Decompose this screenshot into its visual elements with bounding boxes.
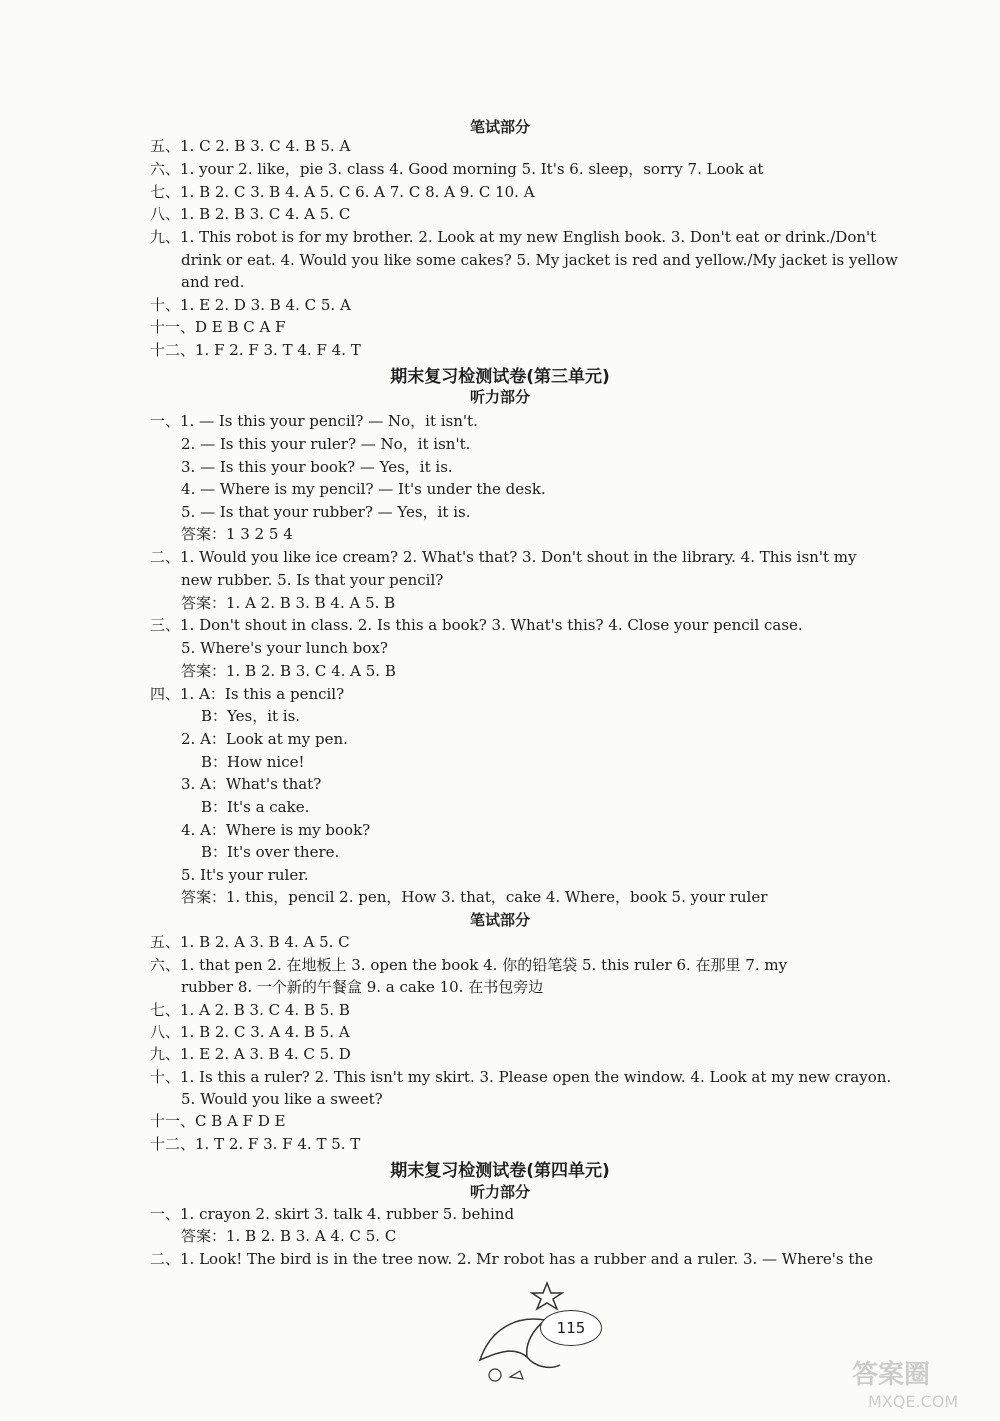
answer-line: 六、1. that pen 2. 在地板上 3. open the book 4. 你的铅笔袋 5. this ruler 6. 在那里 7. my [150,956,788,974]
section-heading-written: 笔试部分 [469,118,530,136]
star-icon [532,1283,562,1309]
section-heading-listening: 听力部分 [469,1183,530,1201]
answer-line: 3. — Is this your book? — Yes，it is. [181,458,453,476]
answer-line: 2. A：Look at my pen. [181,730,348,748]
answer-line: rubber 8. 一个新的午餐盒 9. a cake 10. 在书包旁边 [181,978,544,996]
answer-line: 十一、C B A F D E [150,1112,286,1130]
answer-line: 一、1. — Is this your pencil? — No，it isn't. [150,412,478,430]
answer-line: and red. [181,273,245,291]
watermark-logo [848,1353,988,1413]
answer-line: B：How nice! [201,753,305,771]
answer-line: 答案：1. this，pencil 2. pen，How 3. that，cake 4. Where，book 5. your ruler [181,888,768,906]
answer-line: drink or eat. 4. Would you like some cakes? 5. My jacket is red and yellow./My jacket is yellow [181,251,898,269]
answer-line: 十、1. E 2. D 3. B 4. C 5. A [150,296,351,314]
answer-line: new rubber. 5. Is that your pencil? [181,571,444,589]
answer-line: 五、1. C 2. B 3. C 4. B 5. A [150,137,351,155]
answer-line: B：Yes，it is. [201,707,301,725]
answer-line: 4. A：Where is my book? [181,821,371,839]
answer-line: 5. Would you like a sweet? [181,1090,383,1108]
answer-line: 3. A：What's that? [181,775,322,793]
unit3-title: 期末复习检测试卷(第三单元) [390,367,610,387]
answer-line: 十、1. Is this a ruler? 2. This isn't my skirt. 3. Please open the window. 4. Look at my new crayon. [150,1068,892,1086]
answer-line: 2. — Is this your ruler? — No，it isn't. [181,435,471,453]
answer-line: 八、1. B 2. C 3. A 4. B 5. A [150,1023,350,1041]
section-heading-listening: 听力部分 [469,388,530,406]
answer-line: 二、1. Look! The bird is in the tree now. 2. Mr robot has a rubber and a ruler. 3. — Where's the [150,1250,873,1268]
answer-line: 5. Where's your lunch box? [181,639,388,657]
answer-line: 5. It's your ruler. [181,866,309,884]
answer-line: 5. — Is that your rubber? — Yes，it is. [181,503,471,521]
answer-line: 十一、D E B C A F [150,318,286,336]
answer-line: 答案：1. B 2. B 3. A 4. C 5. C [181,1227,397,1245]
answer-line: 三、1. Don't shout in class. 2. Is this a book? 3. What's this? 4. Close your pencil case. [150,616,803,634]
answer-line: 二、1. Would you like ice cream? 2. What's that? 3. Don't shout in the library. 4. This isn't my [150,548,857,566]
answer-line: 六、1. your 2. like，pie 3. class 4. Good morning 5. It's 6. sleep，sorry 7. Look at [150,160,764,178]
answer-line: 四、1. A：Is this a pencil? [150,685,345,703]
page-number: 115 [540,1310,602,1346]
svg-text:答案圈: 答案圈 [852,1360,931,1390]
answer-line: 五、1. B 2. A 3. B 4. A 5. C [150,933,350,951]
answer-line: 4. — Where is my pencil? — It's under the desk. [181,480,546,498]
answer-line: 答案：1 3 2 5 4 [181,525,293,543]
answer-line: 九、1. E 2. A 3. B 4. C 5. D [150,1045,351,1063]
answer-line: 九、1. This robot is for my brother. 2. Look at my new English book. 3. Don't eat or drink./Don't [150,228,877,246]
answer-line: B：It's over there. [201,843,340,861]
svg-text:MXQE.COM: MXQE.COM [868,1392,959,1411]
section-heading-written: 笔试部分 [469,911,530,929]
answer-line: 十二、1. F 2. F 3. T 4. F 4. T [150,341,361,359]
answer-line: 十二、1. T 2. F 3. F 4. T 5. T [150,1135,361,1153]
answer-line: 七、1. A 2. B 3. C 4. B 5. B [150,1001,350,1019]
answer-line: 答案：1. B 2. B 3. C 4. A 5. B [181,662,396,680]
answer-line: B：It's a cake. [201,798,310,816]
answer-line: 答案：1. A 2. B 3. B 4. A 5. B [181,594,396,612]
answer-line: 八、1. B 2. B 3. C 4. A 5. C [150,205,351,223]
unit4-title: 期末复习检测试卷(第四单元) [390,1161,610,1181]
answer-line: 七、1. B 2. C 3. B 4. A 5. C 6. A 7. C 8. A 9. C 10. A [150,183,535,201]
answer-line: 一、1. crayon 2. skirt 3. talk 4. rubber 5. behind [150,1205,515,1223]
